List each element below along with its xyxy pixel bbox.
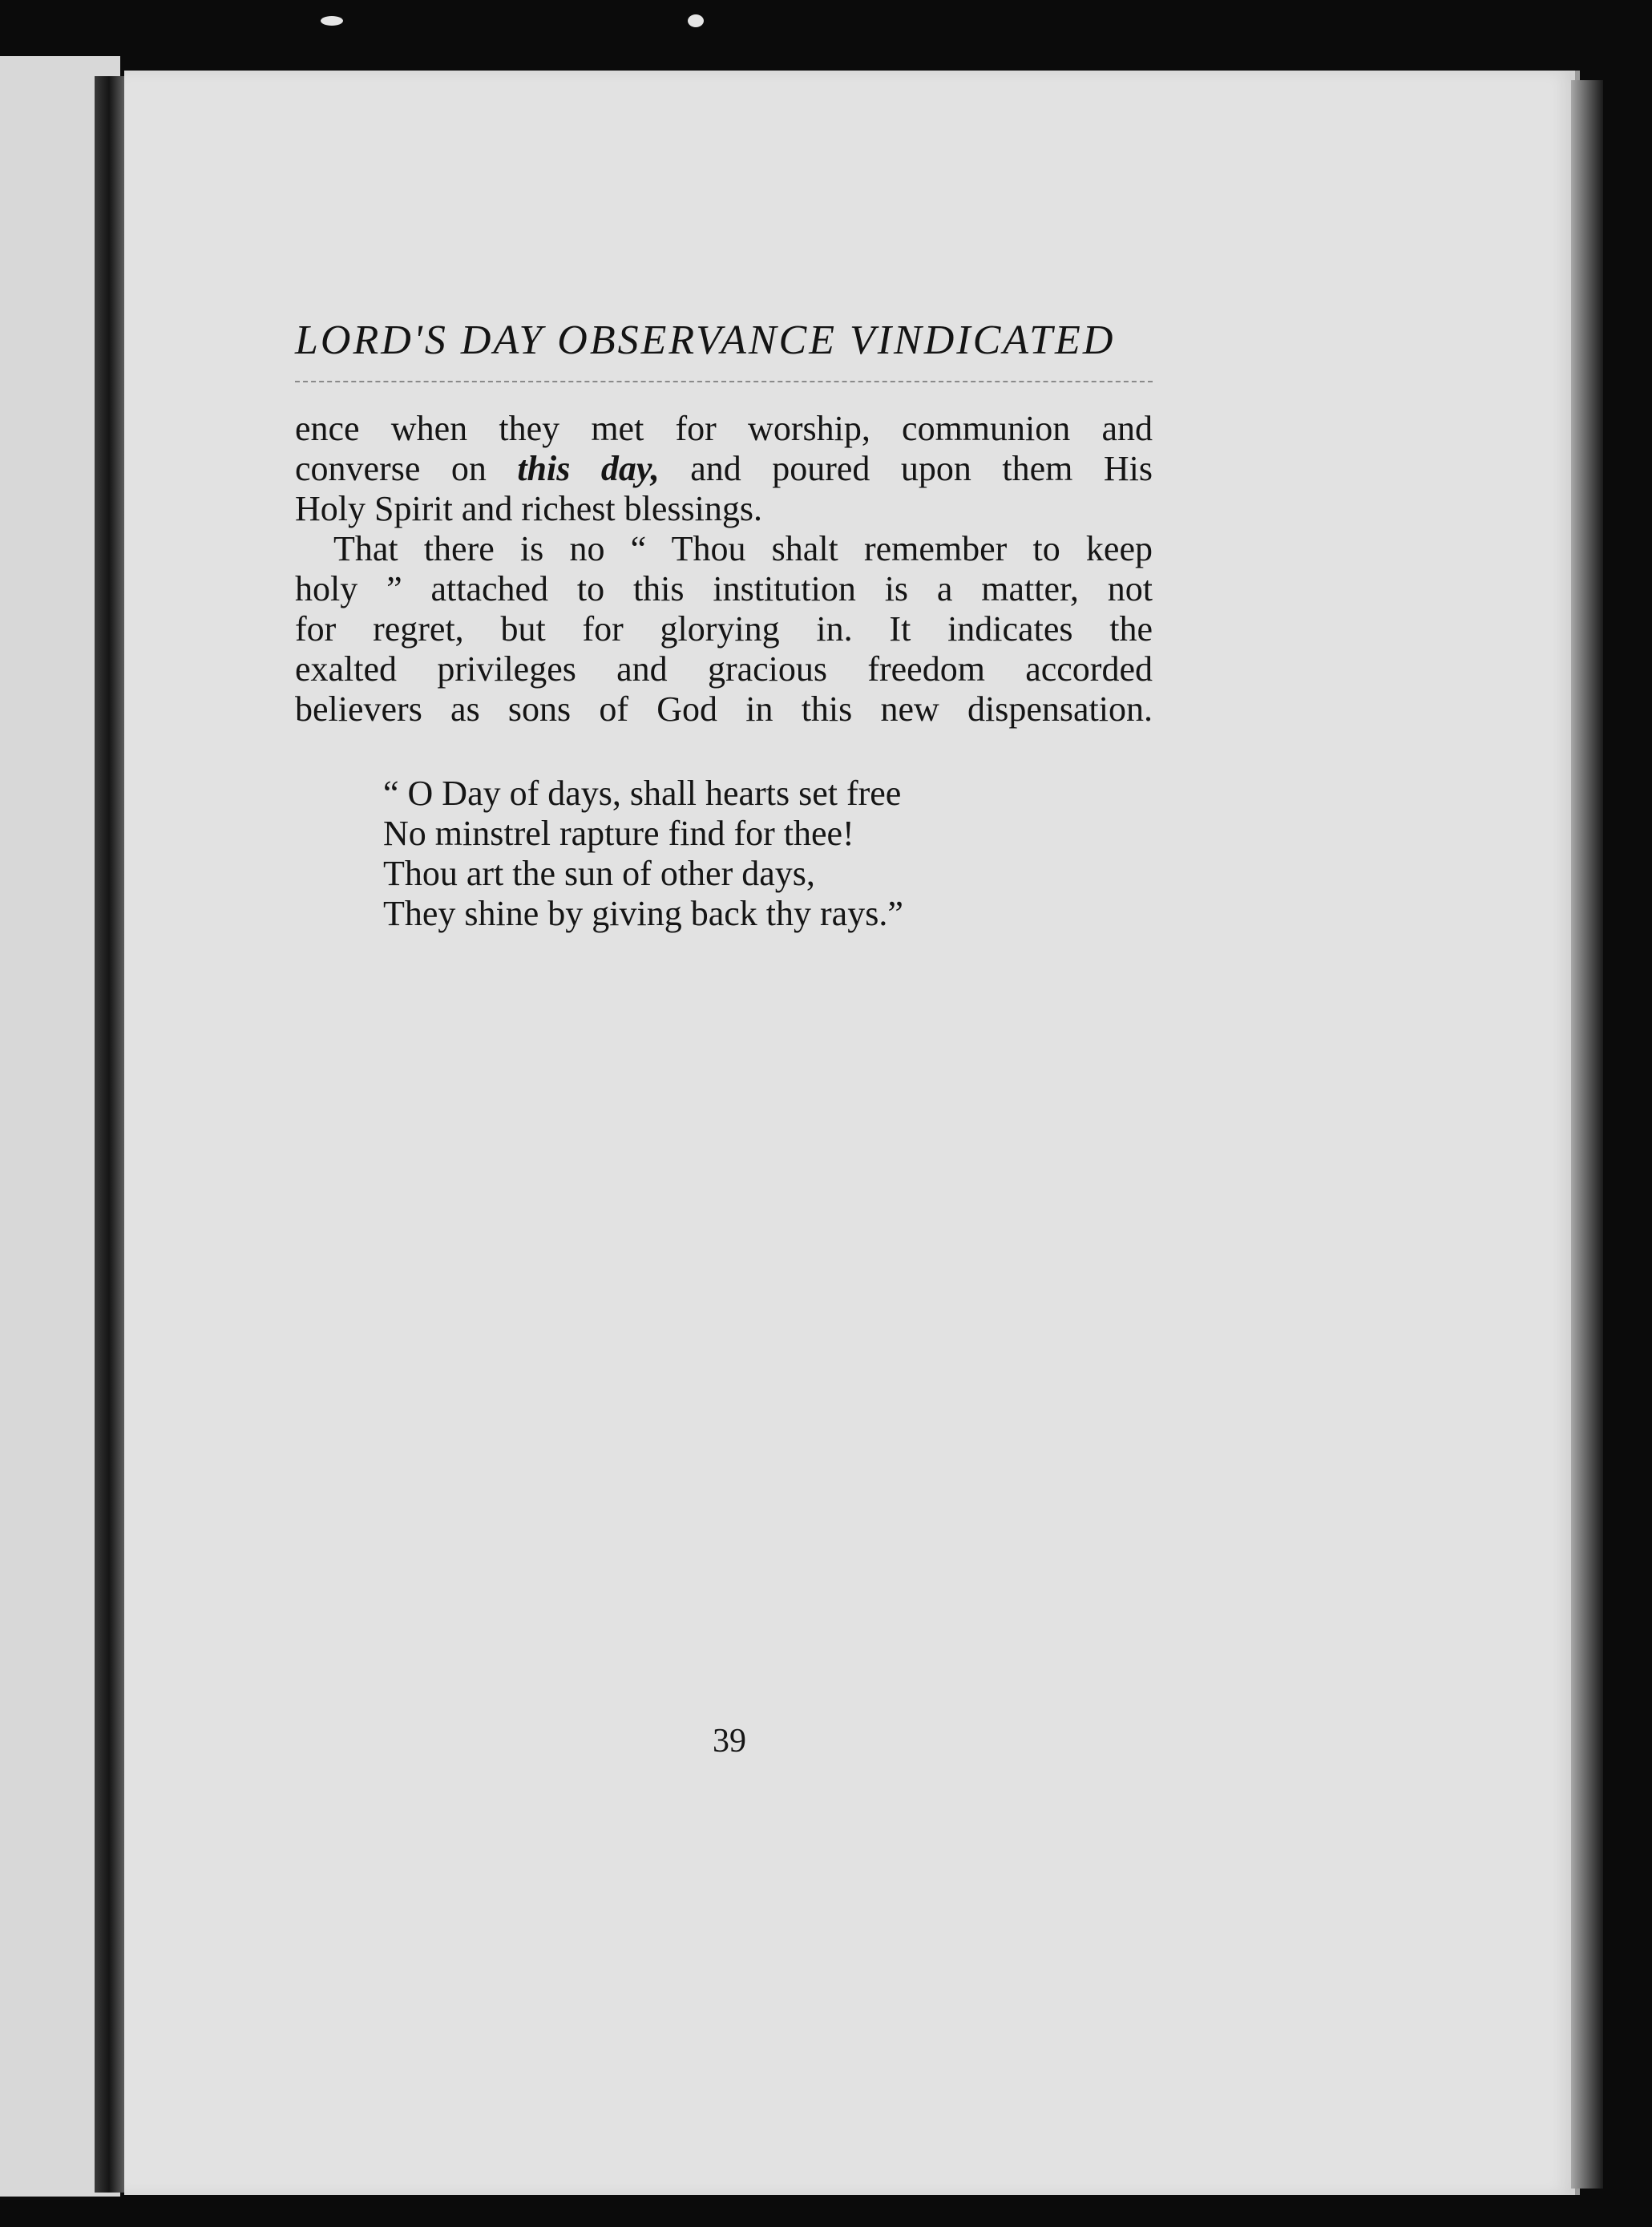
verse-line: They shine by giving back thy rays.”: [383, 894, 903, 933]
film-speck: [321, 16, 343, 26]
verse-line: No minstrel rapture find for thee!: [383, 814, 854, 853]
book-page: [124, 71, 1580, 2195]
paragraph-1: [295, 409, 1153, 529]
page-fore-edge: [1571, 80, 1603, 2189]
verse-quotation: [383, 774, 1105, 934]
text-fragment: converse on: [295, 449, 518, 488]
running-head: LORD'S DAY OBSERVANCE VINDICATED: [295, 317, 1116, 363]
text-line: That there is no “ Thou shalt remember to keep: [333, 529, 1153, 568]
emphasis-text: this day,: [517, 449, 660, 488]
running-head-rule: [295, 381, 1153, 382]
verse-line: “ O Day of days, shall hearts set free: [383, 774, 902, 813]
text-line: believers as sons of God in this new dispensation.: [295, 689, 1153, 729]
text-fragment: and poured upon them His: [659, 449, 1153, 488]
text-line: for regret, but for glorying in. It indicates the: [295, 609, 1153, 649]
verse-line: Thou art the sun of other days,: [383, 854, 815, 893]
book-gutter-shadow: [95, 76, 127, 2193]
text-line: exalted privileges and gracious freedom accorded: [295, 649, 1153, 689]
text-line: Holy Spirit and richest blessings.: [295, 489, 762, 528]
film-speck: [688, 14, 704, 27]
text-line: holy ” attached to this institution is a matter, not: [295, 569, 1153, 608]
text-line: ence when they met for worship, communion and: [295, 409, 1153, 448]
paragraph-2: [295, 529, 1153, 730]
body-text: [295, 409, 1153, 730]
text-line: [295, 449, 1153, 489]
page-number: 39: [713, 1723, 746, 1760]
